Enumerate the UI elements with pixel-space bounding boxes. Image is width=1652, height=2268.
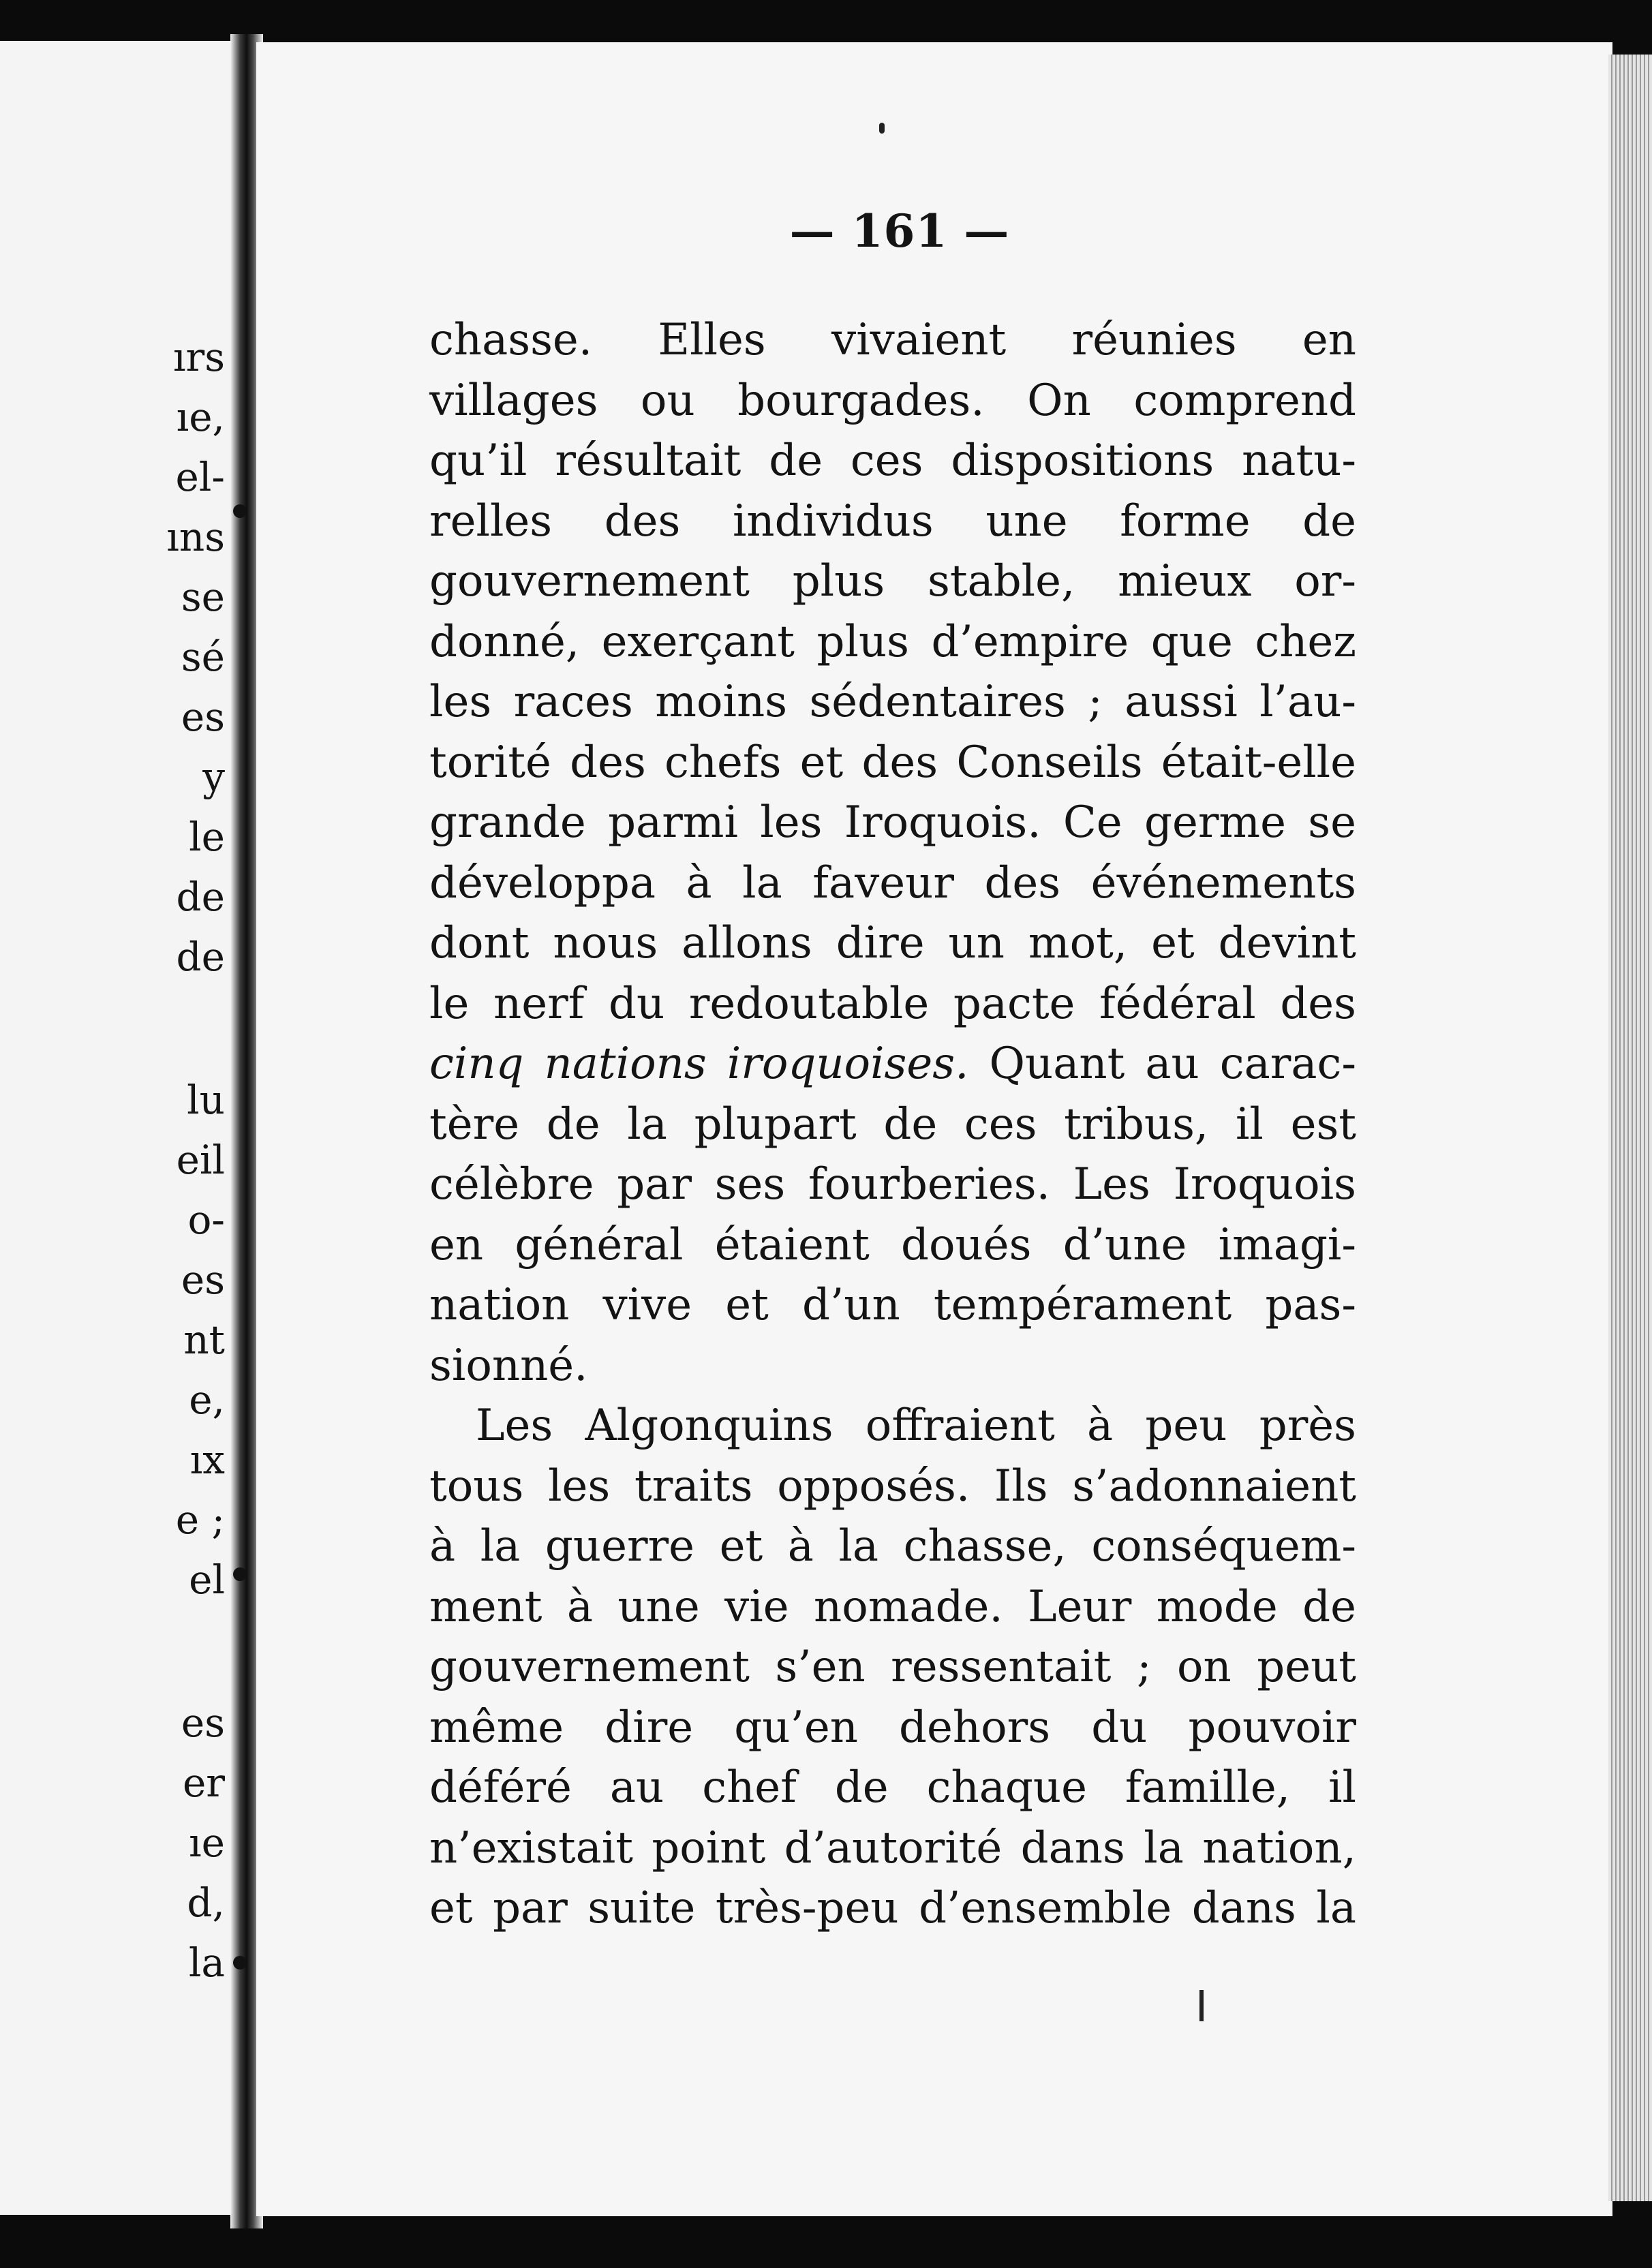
text-line: n’existait point d’autorité dans la nation, [429,1822,1356,1873]
text-line: villages ou bourgades. On comprend [429,375,1356,426]
italic-phrase: cinq nations iroquoises. [429,1039,969,1089]
left-page-fragment: ıe, [176,394,225,440]
text-line: et par suite très-peu d’ensemble dans la [429,1883,1356,1933]
text-line: les races moins sédentaires ; aussi l’au- [429,677,1356,727]
text-line: gouvernement plus stable, mieux or- [429,556,1356,607]
left-page-fragment: es [181,1257,225,1303]
left-page-fragment: le [189,814,225,860]
paragraph-2 [429,1396,1356,1939]
left-page-fragment: se [181,574,225,620]
left-page-fragment: y [202,754,225,800]
left-page-fragment: ırs [172,334,225,380]
left-page-fragment: e, [189,1377,225,1423]
text-line: qu’il résultait de ces dispositions natu- [429,435,1356,486]
binding-stitch [233,504,247,518]
text-line: tous les traits opposés. Ils s’adonnaient [429,1460,1356,1512]
text-line: dont nous allons dire un mot, et devint [429,918,1356,968]
text-line: en général étaient doués d’une imagi- [429,1219,1356,1270]
text-line: donné, exerçant plus d’empire que chez [429,616,1356,667]
text-line: Les Algonquins offraient à peu près [476,1400,1356,1451]
text-line: torité des chefs et des Conseils était-elle [429,737,1356,788]
left-page-fragment: sé [181,634,225,680]
left-page-fragment: ıx [189,1437,225,1483]
text-line: célèbre par ses fourberies. Les Iroquois [429,1159,1356,1210]
left-page-fragment: lu [187,1077,225,1123]
text-line: le nerf du redoutable pacte fédéral des [429,978,1356,1029]
left-page-fragment: d, [187,1880,225,1926]
left-page-fragment: eil [176,1137,225,1183]
binding-stitch [233,1956,247,1970]
text-line: développa à la faveur des événements [429,857,1356,908]
page-number: — 161 — [789,204,1010,258]
text-line: tère de la plupart de ces tribus, il est [429,1099,1356,1150]
left-page-fragment: e ; [175,1497,225,1543]
left-page-fragment: de [176,874,225,920]
text-line: nation vive et d’un tempérament pas- [429,1280,1356,1330]
text-line: à la guerre et à la chasse, conséquem- [429,1521,1356,1572]
text-line: déféré au chef de chaque famille, il [429,1762,1356,1813]
text-line-mixed [429,1034,1356,1094]
ink-speck [1199,1990,1204,2021]
left-facing-page [0,41,232,2215]
text-line: relles des individus une forme de [429,495,1356,547]
left-page-fragment: el- [175,454,225,500]
text-line: chasse. Elles vivaient réunies en [429,315,1356,365]
paragraph-1 [429,310,1356,1396]
text-fragment: Quant au carac- [968,1039,1357,1089]
left-page-fragment: ıe [189,1820,225,1866]
left-page-fragment: er [182,1760,225,1806]
left-page-fragment: o- [187,1197,225,1243]
left-page-fragment: nt [183,1317,225,1363]
page-text [429,310,1356,1939]
left-page-fragment: la [188,1940,225,1986]
text-line: sionné. [429,1340,588,1391]
text-line: ment à une vie nomade. Leur mode de [429,1581,1356,1632]
left-page-fragment: el [189,1557,225,1603]
text-line: même dire qu’en dehors du pouvoir [429,1702,1356,1753]
text-line: gouvernement s’en ressentait ; on peut [429,1642,1356,1692]
text-line: grande parmi les Iroquois. Ce germe se [429,797,1356,848]
binding-stitch [233,1567,247,1581]
ink-speck [879,123,885,134]
left-page-fragment: de [176,934,225,980]
left-page-fragment: es [181,1700,225,1746]
left-page-fragment: ıns [166,514,225,560]
left-page-fragment: es [181,694,225,740]
page-edge [1608,55,1652,2201]
